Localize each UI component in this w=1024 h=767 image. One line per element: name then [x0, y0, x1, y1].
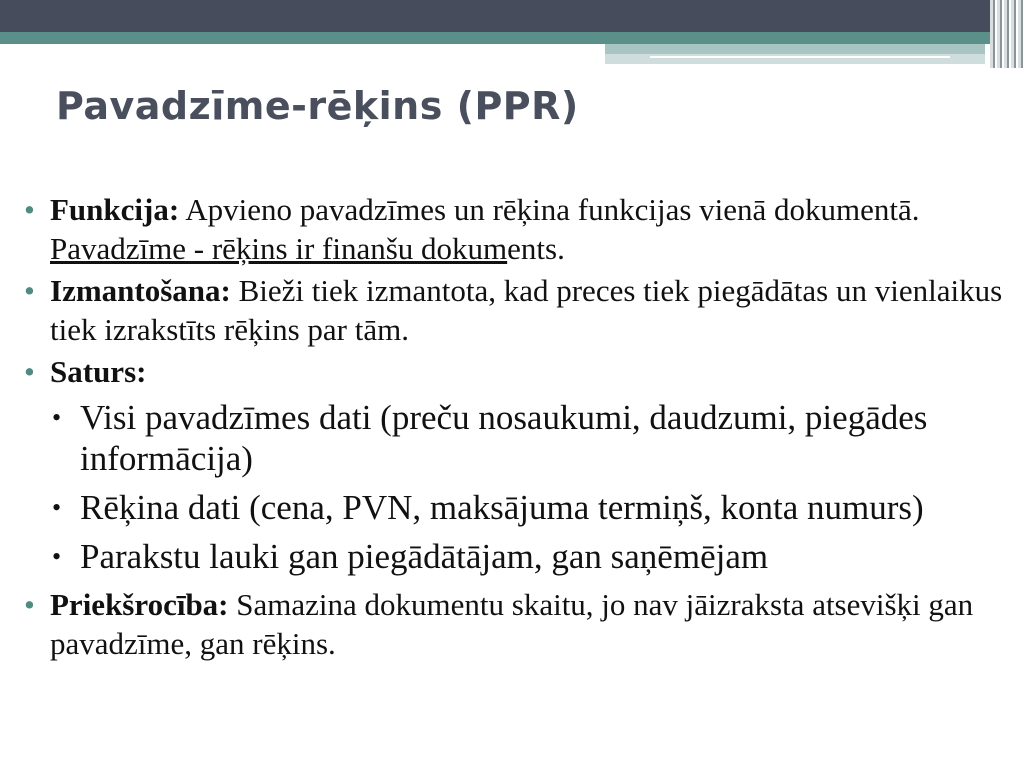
bullet-dot: • [24, 273, 35, 308]
header-bar-dark [0, 0, 1024, 32]
subitem-rekina-dati [52, 487, 1004, 528]
bullet-saturs [24, 352, 1004, 391]
bullet-dot: • [24, 587, 35, 622]
header-bar-light [605, 44, 985, 54]
bullet-label: Saturs: [50, 354, 147, 389]
bullet-label: Izmantošana: [50, 273, 231, 308]
subitem-text: Parakstu lauki gan piegādātājam, gan saņēmējam [80, 537, 769, 576]
subitem-text: Visi pavadzīmes dati (preču nosaukumi, daudzumi, piegādes informācija) [80, 398, 928, 478]
bullet-funkcija [24, 190, 1004, 268]
bullet-text: Apvieno pavadzīmes un rēķina funkcijas vienā dokumentā. [179, 192, 920, 227]
header-bar-teal [0, 32, 1024, 44]
bullet-text: Samazina dokumentu skaitu, jo nav jāizraksta atsevišķi gan pavadzīme, gan rēķins. [50, 587, 974, 661]
bullet-label: Priekšrocība: [50, 587, 229, 622]
bullet-dot: • [24, 192, 35, 227]
bullet-text: Bieži tiek izmantota, kad preces tiek piegādātas un vienlaikus tiek izrakstīts rēķins par tām. [50, 273, 1003, 347]
subitem-pavadzimes-dati [52, 397, 1004, 479]
subbullet-dot: • [52, 493, 62, 522]
bullet-izmantosana [24, 271, 1004, 349]
subitem-text: Rēķina dati (cena, PVN, maksājuma termiņš, konta numurs) [80, 488, 924, 527]
header-accent-line [650, 56, 950, 58]
bullet-label: Funkcija: [50, 192, 180, 227]
bullet-text-end: ents. [507, 231, 565, 266]
slide-content [24, 190, 1004, 666]
subitem-parakstu-lauki [52, 536, 1004, 577]
header-stripes [990, 0, 1024, 68]
slide-title: Pavadzīme-rēķins (PPR) [56, 84, 579, 128]
bullet-underlined-text: Pavadzīme - rēķins ir finanšu dokum [50, 231, 508, 266]
bullet-prieksrociba [24, 585, 1004, 663]
subbullet-dot: • [52, 403, 62, 432]
subbullet-dot: • [52, 542, 62, 571]
bullet-dot: • [24, 354, 35, 389]
